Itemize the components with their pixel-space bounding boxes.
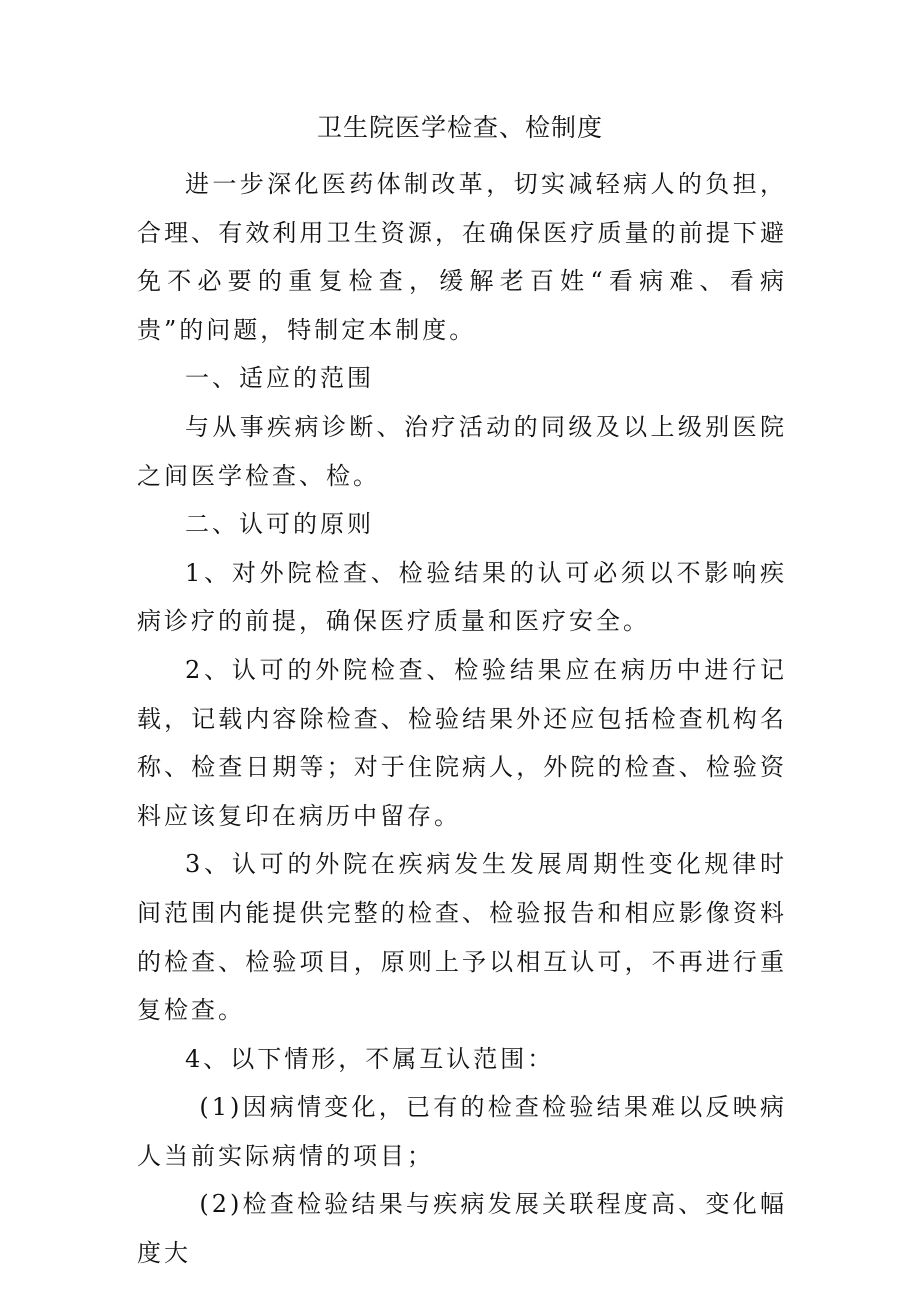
scope-paragraph: 与从事疾病诊断、治疗活动的同级及以上级别医院之间医学检查、检。 — [137, 412, 787, 490]
principle-item-1: 1、对外院检查、检验结果的认可必须以不影响疾病诊疗的前提，确保医疗质量和医疗安全。 — [137, 558, 787, 636]
principle-item-3: 3、认可的外院在疾病发生发展周期性变化规律时间范围内能提供完整的检查、检验报告和相应影像资料的检查、检验项目，原则上予以相互认可，不再进行重复检查。 — [137, 850, 787, 1025]
principle-item-2: 2、认可的外院检查、检验结果应在病历中进行记载，记载内容除检查、检验结果外还应包括检查机构名称、检查日期等；对于住院病人，外院的检查、检验资料应该复印在病历中留存。 — [137, 655, 787, 830]
document-body — [137, 160, 787, 1278]
document-title: 卫生院医学检查、检制度 — [316, 113, 603, 142]
intro-paragraph: 进一步深化医药体制改革，切实减轻病人的负担，合理、有效利用卫生资源，在确保医疗质量的前提下避免不必要的重复检查，缓解老百姓“看病难、看病贵”的问题，特制定本制度。 — [137, 170, 787, 344]
principle-item-4: 4、以下情形，不属互认范围： — [185, 1044, 555, 1073]
section-heading-scope: 一、适应的范围 — [185, 364, 374, 393]
exclusion-item-2: (2)检查检验结果与疾病发展关联程度高、变化幅度大 — [137, 1190, 787, 1268]
exclusion-item-1: (1)因病情变化，已有的检查检验结果难以反映病人当前实际病情的项目； — [137, 1093, 787, 1170]
section-heading-principles: 二、认可的原则 — [185, 510, 374, 539]
